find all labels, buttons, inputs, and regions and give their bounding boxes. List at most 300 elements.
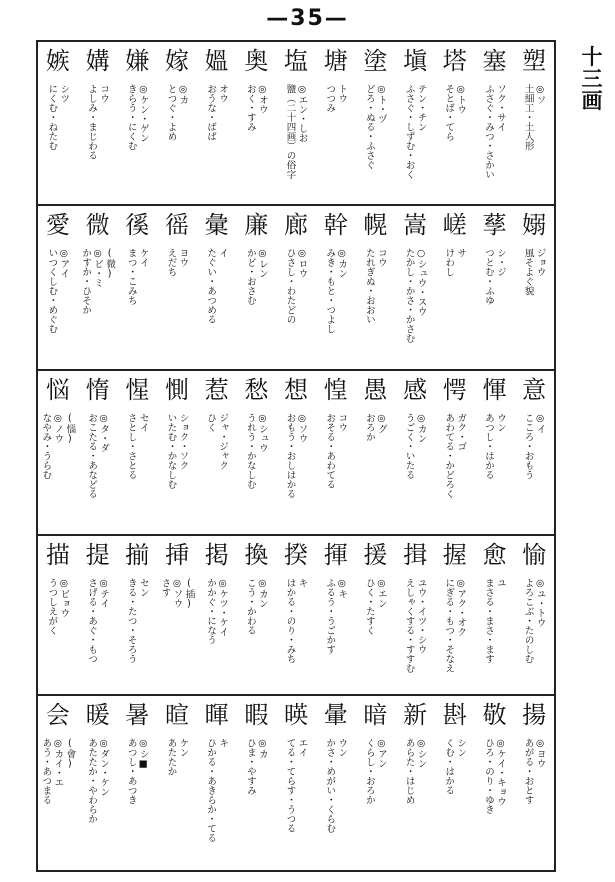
kanji-entry [276,536,316,696]
reading-line: セイ [137,413,149,432]
kanji-entry [237,371,277,536]
kanji-entry [276,371,316,536]
reading-line: たれぎぬ・おおい [363,248,375,324]
reading-line: さげる・あぐ・もつ [86,578,98,664]
kanji-entry [514,42,554,204]
reading-line: ソク・サイ [494,84,506,132]
reading-line: けわし [443,248,455,277]
kanji-readings [237,84,277,132]
kanji-readings [197,578,237,645]
kanji-readings [475,738,515,814]
kanji-character: 揮 [323,541,348,569]
kanji-entry [197,42,237,204]
kanji-character: 塗 [363,47,388,75]
kanji-entry [237,42,277,204]
reading-line: ◎シュウ [256,413,268,453]
kanji-readings [316,413,356,489]
reading-line: ◎ケン・ゲン [137,84,149,143]
reading-line: まつ・こみち [125,248,137,305]
kanji-entry [197,696,237,872]
kanji-readings [276,578,316,664]
kanji-character: 提 [85,541,110,569]
kanji-entry [117,371,157,536]
reading-line: あらた・はじめ [403,738,415,805]
kanji-readings [78,413,118,499]
reading-line: ひく・たすく [363,578,375,635]
kanji-row [38,694,554,872]
kanji-character: 暉 [204,701,229,729]
kanji-entry [475,42,515,204]
kanji-readings [316,578,356,654]
reading-line: あつし・はかる [482,413,494,480]
reading-line: ひさし・わたどの [284,248,296,324]
kanji-character: 廉 [244,211,269,239]
kanji-entry [356,206,396,371]
reading-line: キ [296,578,308,588]
kanji-character: 惲 [482,376,507,404]
kanji-entry [157,536,197,696]
kanji-entry [316,536,356,696]
reading-line: ◎シ■ [137,738,149,770]
kanji-entry [435,42,475,204]
kanji-row [38,204,554,371]
kanji-character: 惹 [204,376,229,404]
kanji-entry [276,206,316,371]
kanji-readings [117,738,157,805]
reading-line: ◎シン [415,738,427,768]
reading-line: いたむ・かなしむ [165,413,177,489]
reading-line: ◎レン [256,248,268,278]
kanji-entry [435,696,475,872]
kanji-character: 換 [244,541,269,569]
kanji-entry [157,371,197,536]
reading-line: おうな・ばば [205,84,217,141]
kanji-entry [395,206,435,371]
reading-line: きらう・にくむ [125,84,137,151]
reading-line: きる・たつ・そろう [125,578,137,664]
reading-line: おもう・おしはかる [284,413,296,499]
kanji-readings [514,84,554,151]
reading-line: ◎ユ・トウ [534,578,546,627]
reading-line: にぎる・もつ・そなえ [443,578,455,673]
reading-line: ふさぐ・みつ・さかい [482,84,494,179]
reading-line: (微) [104,248,116,280]
kanji-character: 彙 [204,211,229,239]
kanji-readings [276,84,316,179]
kanji-readings [117,413,157,480]
kanji-readings [435,578,475,673]
reading-line: くらし・おろか [363,738,375,805]
kanji-readings [475,413,515,480]
kanji-character: 嫁 [164,47,189,75]
kanji-readings [276,248,316,324]
kanji-readings [356,578,396,635]
kanji-character: 塑 [522,47,547,75]
reading-line: ジャ・ジャク [217,413,229,470]
reading-line: ふるう・うごかす [324,578,336,654]
reading-line: (惱) [64,413,76,445]
reading-line: ◎アク・オク [455,578,467,637]
reading-line: ◎キ [336,578,348,599]
reading-line: ふさぐ・しずむ・おく [403,84,415,179]
kanji-character: 惺 [125,376,150,404]
kanji-entry [316,696,356,872]
kanji-entry [356,536,396,696]
kanji-character: 斟 [442,701,467,729]
reading-line: コウ [98,84,110,103]
reading-line: ◎ビョウ [58,578,70,618]
reading-line: ◎ソウ [171,578,183,608]
reading-line: ケン [177,738,189,757]
reading-line: あがる・おとす [522,738,534,805]
kanji-readings [157,413,197,489]
kanji-character: 媾 [85,47,110,75]
reading-line: ◎アン [375,738,387,768]
kanji-character: 愉 [522,541,547,569]
kanji-entry [395,696,435,872]
kanji-readings [78,248,118,315]
kanji-character: 握 [442,541,467,569]
reading-line: ウン [494,413,506,432]
kanji-readings [78,738,118,824]
kanji-entry [356,371,396,536]
kanji-readings [316,84,356,113]
kanji-character: 塔 [442,47,467,75]
kanji-entry [117,206,157,371]
kanji-character: 惻 [164,376,189,404]
reading-line: イ [217,248,229,258]
kanji-character: 揖 [403,541,428,569]
reading-line: シン [455,738,467,757]
reading-line: オウ [217,84,229,103]
reading-line: おろか [363,413,375,442]
kanji-readings [237,738,277,795]
kanji-entry [514,206,554,371]
kanji-entry [475,696,515,872]
kanji-entry [157,42,197,204]
reading-line: よしみ・まじわる [86,84,98,160]
kanji-entry [475,371,515,536]
reading-line: あう・あつまる [40,738,52,805]
reading-line: ◎テイ [98,578,110,608]
kanji-character: 微 [85,211,110,239]
reading-line: みき・もと・つよし [324,248,336,334]
reading-line: (插) [183,578,195,610]
reading-line: ◎グ [375,413,387,434]
kanji-table [36,40,556,872]
kanji-readings [356,413,396,442]
kanji-readings [356,248,396,324]
stroke-count-header [577,46,607,112]
kanji-readings [38,738,78,805]
kanji-entry [356,696,396,872]
reading-line: ◎アイ [58,248,70,278]
reading-line: ◎ケイ・キョウ [494,738,506,806]
kanji-entry [78,696,118,872]
kanji-character: 塩 [284,47,309,75]
kanji-character: 敬 [482,701,507,729]
kanji-character: 掲 [204,541,229,569]
reading-line: えだち [165,248,177,277]
kanji-character: 悩 [45,376,70,404]
reading-line: ◎カ [177,84,189,105]
reading-line: かすか・ひそか [80,248,92,315]
reading-line: ◎ロウ [296,248,308,278]
reading-line: まさる・まさ・ます [482,578,494,664]
kanji-readings [356,84,396,170]
reading-line: おそる・あわてる [324,413,336,489]
kanji-character: 奥 [244,47,269,75]
kanji-entry [38,536,78,696]
kanji-readings [197,413,237,470]
kanji-entry [435,536,475,696]
reading-line: ひま・やすみ [244,738,256,795]
reading-line: ヨウ [177,248,189,267]
kanji-entry [316,206,356,371]
kanji-character: 暑 [125,701,150,729]
kanji-readings [157,248,197,277]
kanji-character: 暈 [323,701,348,729]
kanji-entry [117,696,157,872]
reading-line: そとば・てら [443,84,455,141]
reading-line: つとむ・ふゆ [482,248,494,305]
kanji-character: 会 [45,701,70,729]
kanji-entry [276,42,316,204]
kanji-readings [237,413,277,489]
kanji-readings [117,84,157,151]
kanji-readings [356,738,396,805]
reading-line: ユウ・イツ・シウ [415,578,427,654]
kanji-readings [197,84,237,141]
reading-line: ジョウ [534,248,546,277]
kanji-character: 愛 [45,211,70,239]
reading-line: シツ [58,84,70,103]
reading-line: さす [159,578,171,597]
reading-line: テン・チン [415,84,427,132]
kanji-character: 嫉 [45,47,70,75]
reading-line: たかし・かさ・かさむ [403,248,415,343]
kanji-entry [38,42,78,204]
kanji-row [38,369,554,536]
kanji-readings [38,84,78,151]
kanji-readings [237,248,277,305]
kanji-entry [197,371,237,536]
kanji-character: 揃 [125,541,150,569]
kanji-entry [197,536,237,696]
reading-line: ショク・ソク [177,413,189,470]
kanji-entry [514,371,554,536]
kanji-character: 暎 [284,701,309,729]
stroke-header-char: 十 [581,44,603,69]
kanji-readings [475,84,515,179]
kanji-readings [435,84,475,141]
kanji-character: 愁 [244,376,269,404]
kanji-entry [475,206,515,371]
kanji-entry [395,536,435,696]
kanji-character: 描 [45,541,70,569]
reading-line: ◎ヨウ [534,738,546,768]
kanji-entry [395,42,435,204]
stroke-header-char: 画 [581,88,603,114]
reading-line: ◎カン [415,413,427,443]
kanji-entry [117,42,157,204]
kanji-readings [316,248,356,334]
kanji-entry [316,42,356,204]
reading-line: (會) [64,738,76,770]
kanji-character: 愚 [363,376,388,404]
reading-line: おく・すみ [244,84,256,132]
reading-line: よろこぶ・たのしむ [522,578,534,664]
kanji-character: 揚 [522,701,547,729]
kanji-character: 幹 [323,211,348,239]
reading-line: ◎カン [336,248,348,278]
reading-line: ◎タ・ダ [98,413,110,453]
kanji-character: 想 [284,376,309,404]
page-number: —35— [266,6,349,31]
kanji-readings [395,248,435,343]
kanji-readings [395,578,435,673]
kanji-entry [38,696,78,872]
kanji-character: 塡 [403,47,428,75]
kanji-readings [117,578,157,664]
kanji-character: 愕 [442,376,467,404]
kanji-entry [514,536,554,696]
kanji-readings [157,84,197,141]
kanji-character: 媼 [204,47,229,75]
kanji-character: 暖 [85,701,110,729]
reading-line: うごく・いたる [403,413,415,480]
kanji-readings [197,248,237,324]
kanji-character: 惰 [85,376,110,404]
reading-line: ガク・ゴ [455,413,467,451]
reading-line: こころ・おもう [522,413,534,480]
kanji-entry [78,42,118,204]
reading-line: ◎エン・しお [296,84,308,143]
kanji-entry [356,42,396,204]
reading-line: ◎ソ [534,84,546,105]
reading-line: ◎カ [256,738,268,759]
reading-line: ○シュウ・スウ [415,248,427,316]
kanji-readings [237,578,277,635]
stroke-header-char: 三 [581,66,603,92]
reading-line: ウン [336,738,348,757]
reading-line: うつしえがく [46,578,58,635]
reading-line: にくむ・ねたむ [46,84,58,151]
reading-line: えしゃくする・すすむ [403,578,415,673]
kanji-character: 感 [403,376,428,404]
reading-line: てる・てらす・うつる [284,738,296,833]
reading-line: ◎ビ・ミ [92,248,104,288]
kanji-character: 塘 [323,47,348,75]
reading-line: サ [455,248,467,258]
kanji-character: 惶 [323,376,348,404]
kanji-readings [276,413,316,499]
kanji-readings [475,578,515,664]
kanji-entry [276,696,316,872]
reading-line: ひかる・あきらか・てる [205,738,217,843]
kanji-character: 嫋 [522,211,547,239]
kanji-character: 徯 [125,211,150,239]
reading-line: ◎オウ [256,84,268,114]
kanji-readings [197,738,237,843]
reading-line: ◎ノウ [52,413,64,443]
reading-line: 風そよぐ貌 [522,248,534,296]
reading-line: ひろ・のり・ゆき [482,738,494,814]
reading-line: かかぐ・になう [205,578,217,645]
kanji-readings [78,84,118,160]
kanji-readings [435,413,475,499]
reading-line: ユ [494,578,506,588]
kanji-readings [78,578,118,664]
kanji-entry [395,371,435,536]
reading-line: なやみ・うらむ [40,413,52,480]
kanji-entry [514,696,554,872]
kanji-character: 新 [403,701,428,729]
kanji-character: 暗 [363,701,388,729]
reading-line: あわてる・かどろく [443,413,455,499]
reading-line: コウ [375,248,387,267]
kanji-readings [395,413,435,480]
kanji-character: 塞 [482,47,507,75]
kanji-readings [38,248,78,334]
kanji-character: 孶 [482,211,507,239]
kanji-row [38,42,554,204]
kanji-readings [38,413,78,480]
kanji-readings [38,578,78,635]
kanji-entry [435,371,475,536]
kanji-character: 暄 [164,701,189,729]
kanji-entry [78,371,118,536]
reading-line: あたたか [165,738,177,776]
kanji-character: 意 [522,376,547,404]
kanji-readings [316,738,356,833]
reading-line: つつみ [324,84,336,113]
reading-line: かさ・めがい・くらむ [324,738,336,833]
kanji-character: 嫌 [125,47,150,75]
reading-line: ◎エン [375,578,387,608]
reading-line: あつし・あつき [125,738,137,805]
reading-line: セン [137,578,149,597]
kanji-entry [78,206,118,371]
kanji-entry [237,696,277,872]
reading-line: エイ [296,738,308,757]
reading-line: さとし・さとる [125,413,137,480]
kanji-row [38,534,554,696]
kanji-entry [237,536,277,696]
kanji-entry [475,536,515,696]
kanji-readings [276,738,316,833]
kanji-readings [435,738,475,795]
reading-line: トウ [336,84,348,103]
reading-line: くむ・はかる [443,738,455,795]
kanji-entry [157,206,197,371]
kanji-readings [475,248,515,305]
reading-line: ◎イ [534,413,546,434]
kanji-readings [514,413,554,480]
reading-line: ◎トウ [455,84,467,114]
reading-line: ◎カイ・エ [52,738,64,787]
kanji-character: 揆 [284,541,309,569]
reading-line: どろ・ぬる・ふさぐ [363,84,375,170]
kanji-character: 幌 [363,211,388,239]
kanji-readings [435,248,475,277]
kanji-character: 援 [363,541,388,569]
reading-line: ◎ダン・ケン [98,738,110,797]
reading-line: ◎ケツ・ケイ [217,578,229,637]
reading-line: ◎カン [256,578,268,608]
reading-line: いつくしむ・めぐむ [46,248,58,334]
kanji-entry [157,696,197,872]
